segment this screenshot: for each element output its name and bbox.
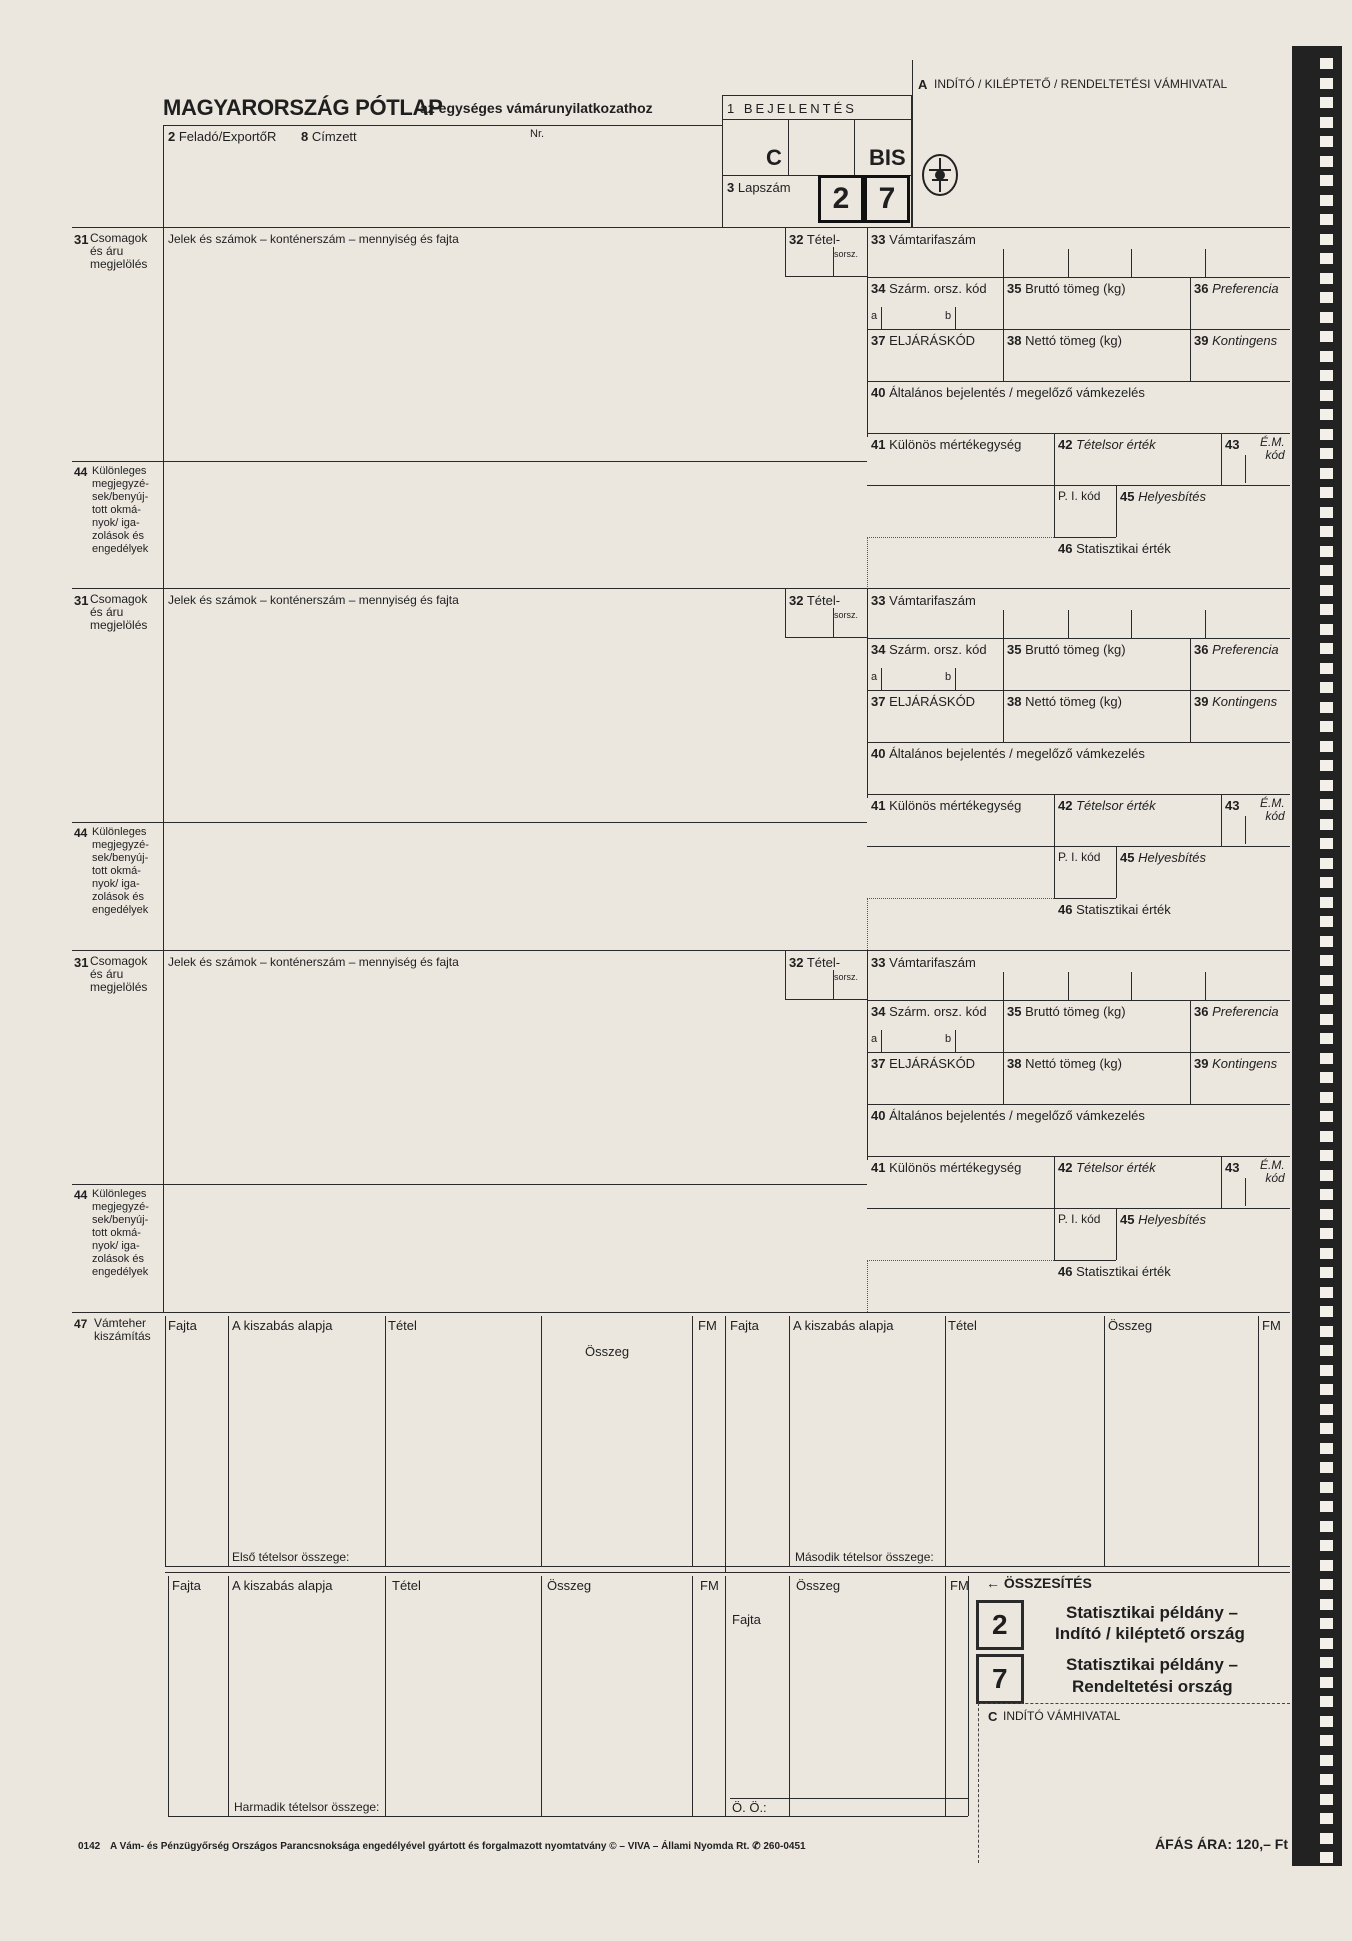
field-44-num-1: 44 <box>74 465 88 479</box>
copy-2-line1: Statisztikai példány – <box>1066 1603 1238 1622</box>
rule-line <box>72 822 867 823</box>
rule-line <box>1054 794 1055 846</box>
field-2-label: 2 Feladó/ExportőR <box>168 129 277 144</box>
rule-line <box>867 742 1290 743</box>
rule-line <box>867 1208 1054 1209</box>
rule-line <box>1068 972 1069 1000</box>
footer-code: 0142 <box>78 1841 101 1852</box>
field-39-label-3: 39 Kontingens <box>1194 1056 1278 1071</box>
rule-line <box>1245 816 1246 844</box>
rule-line <box>1116 846 1117 898</box>
field-46-label-1: 46 Statisztikai érték <box>1058 541 1171 556</box>
rule-line <box>165 1566 1290 1567</box>
field-34b-2: b <box>945 671 952 683</box>
rule-line <box>228 1316 229 1566</box>
rule-line <box>725 1576 726 1816</box>
col-alap-2: A kiszabás alapja <box>793 1318 894 1333</box>
field-31-label-2: Csomagok és áru megjelölés <box>90 592 148 632</box>
rule-line <box>854 119 855 175</box>
rule-line <box>1003 972 1004 1000</box>
rule-line <box>1068 249 1069 277</box>
rule-line <box>168 1816 968 1817</box>
rule-line <box>541 1316 542 1566</box>
field-42-label-2: 42 Tételsor érték <box>1058 798 1156 813</box>
rule-line <box>1205 972 1206 1000</box>
field-35-label-3: 35 Bruttó tömeg (kg) <box>1007 1004 1126 1019</box>
copy-a-letter: A <box>918 77 928 92</box>
rule-line <box>1131 610 1132 638</box>
field-43-label-2: É.M. kód <box>1260 796 1285 823</box>
field-45-label-2: 45 Helyesbítés <box>1120 850 1207 865</box>
rule-line <box>1116 485 1117 537</box>
rule-line <box>1054 433 1055 485</box>
field-44-label-3: Különleges megjegyzé- sek/benyúj- tott okmá- nyok/ iga- zolások és engedélyek <box>92 1188 149 1278</box>
field-37-label-2: 37 ELJÁRÁSKÓD <box>871 694 976 709</box>
rule-line <box>1054 485 1290 486</box>
field-31-desc-1: Jelek és számok – konténerszám – mennyiség és fajta <box>168 232 459 246</box>
rule-line <box>385 1576 386 1816</box>
field-36-label-2: 36 Preferencia <box>1194 642 1279 657</box>
rule-line <box>912 60 913 227</box>
rule-line <box>1054 846 1290 847</box>
field-44-label-2: Különleges megjegyzé- sek/benyúj- tott okmá- nyok/ iga- zolások és engedélyek <box>92 826 149 916</box>
rule-line <box>968 1576 969 1816</box>
rule-line <box>1104 1316 1105 1566</box>
pl-code-label-1: P. I. kód <box>1058 489 1101 503</box>
field-45-label-3: 45 Helyesbítés <box>1120 1212 1207 1227</box>
field-35-label-2: 35 Bruttó tömeg (kg) <box>1007 642 1126 657</box>
first-total-label: Első tételsor összege: <box>232 1550 350 1564</box>
rule-line <box>72 1184 867 1185</box>
copy-7-line2: Rendeltetési ország <box>1072 1677 1233 1696</box>
copy-c-text: INDÍTÓ VÁMHIVATAL <box>1003 1709 1121 1723</box>
pl-code-label-3: P. I. kód <box>1058 1212 1101 1226</box>
field-32-sub-1: sorsz. <box>834 249 859 259</box>
col-fm-4: FM <box>950 1578 969 1593</box>
rule-line <box>867 1104 1290 1105</box>
box1-label: 1 BEJELENTÉS <box>727 101 857 116</box>
rule-line <box>1054 1208 1290 1209</box>
field-32-label-1: 32 Tétel- <box>789 232 841 247</box>
field-39-label-1: 39 Kontingens <box>1194 333 1278 348</box>
footer-imprint: A Vám- és Pénzügyőrség Országos Parancsnoksága engedélyével gyártott és forgalmazott nyomtatvány © – VIVA – Állami Nyomda Rt. ✆ 260-0451 <box>110 1841 806 1852</box>
col-fm-2: FM <box>1262 1318 1281 1333</box>
field-46-label-3: 46 Statisztikai érték <box>1058 1264 1171 1279</box>
field-44-num-2: 44 <box>74 826 88 840</box>
field-38-label-3: 38 Nettó tömeg (kg) <box>1007 1056 1122 1071</box>
field-33-label-1: 33 Vámtarifaszám <box>871 232 976 247</box>
rule-line <box>789 1316 790 1566</box>
field-34b-3: b <box>945 1033 952 1045</box>
field-32-sub-3: sorsz. <box>834 972 859 982</box>
rule-line <box>867 227 868 437</box>
field-35-label-1: 35 Bruttó tömeg (kg) <box>1007 281 1126 296</box>
rule-line <box>867 433 1290 434</box>
nr-label: Nr. <box>530 128 545 140</box>
rule-line <box>722 119 912 120</box>
field-31-label-3: Csomagok és áru megjelölés <box>90 954 148 994</box>
rule-line <box>72 227 1290 228</box>
rule-line <box>72 588 1290 589</box>
field-46-label-2: 46 Statisztikai érték <box>1058 902 1171 917</box>
rule-line <box>867 537 868 589</box>
rule-line <box>725 1316 726 1572</box>
form-subtitle: az egységes vámárunyilatkozathoz <box>420 100 653 116</box>
rule-line <box>789 1576 790 1816</box>
field-32-label-2: 32 Tétel- <box>789 593 841 608</box>
rule-line <box>165 1572 1290 1573</box>
field-37-label-3: 37 ELJÁRÁSKÓD <box>871 1056 976 1071</box>
field-34a-1: a <box>871 310 878 322</box>
rule-line <box>72 1312 1290 1313</box>
copy-7-line1: Statisztikai példány – <box>1066 1655 1238 1674</box>
second-total-label: Második tételsor összege: <box>795 1550 934 1564</box>
rule-line <box>881 668 882 690</box>
rule-line <box>165 1316 166 1566</box>
rule-line <box>168 1576 169 1816</box>
col-fajta-4: Fajta <box>732 1612 761 1627</box>
col-fm-1: FM <box>698 1318 717 1333</box>
field-42-label-1: 42 Tételsor érték <box>1058 437 1156 452</box>
field-34a-2: a <box>871 671 878 683</box>
field-40-label-2: 40 Általános bejelentés / megelőző vámkezelés <box>871 746 1145 761</box>
field-3-label: 3 Lapszám <box>727 180 791 195</box>
rule-line <box>1054 1156 1055 1208</box>
rule-line <box>955 307 956 329</box>
col-tetel-2: Tétel <box>948 1318 977 1333</box>
copy-digit-2: 2 <box>818 175 864 223</box>
rule-line <box>1003 610 1004 638</box>
field-44-num-3: 44 <box>74 1188 88 1202</box>
col-tetel-1: Tétel <box>388 1318 417 1333</box>
rule-line <box>867 1260 868 1312</box>
col-tetel-3: Tétel <box>392 1578 421 1593</box>
field-43-label-1: É.M. kód <box>1260 435 1285 462</box>
rule-line <box>72 950 1290 951</box>
rule-line <box>1205 249 1206 277</box>
field-34b-1: b <box>945 310 952 322</box>
field-39-label-2: 39 Kontingens <box>1194 694 1278 709</box>
field-31-label-1: Csomagok és áru megjelölés <box>90 231 148 271</box>
rule-line <box>1054 485 1055 537</box>
third-total-label: Harmadik tételsor összege: <box>234 1800 380 1814</box>
rule-line <box>867 329 1290 330</box>
field-43-label-3: É.M. kód <box>1260 1158 1285 1185</box>
rule-line <box>385 1316 386 1566</box>
oo-label: Ö. Ö.: <box>732 1800 767 1815</box>
col-alap-1: A kiszabás alapja <box>232 1318 333 1333</box>
rule-line <box>1221 433 1222 485</box>
field-40-label-1: 40 Általános bejelentés / megelőző vámkezelés <box>871 385 1145 400</box>
box1-bis: BIS <box>869 145 906 170</box>
col-fajta-1: Fajta <box>168 1318 197 1333</box>
field-45-label-1: 45 Helyesbítés <box>1120 489 1207 504</box>
field-44-label-1: Különleges megjegyzé- sek/benyúj- tott okmá- nyok/ iga- zolások és engedélyek <box>92 465 149 555</box>
rule-line <box>867 898 1054 899</box>
field-41-label-2: 41 Különös mértékegység <box>871 798 1022 813</box>
copy-2-line2: Indító / kiléptető ország <box>1055 1624 1245 1643</box>
rule-line <box>788 119 789 175</box>
rule-line <box>955 1030 956 1052</box>
rule-line <box>1054 846 1055 898</box>
rule-line <box>867 950 868 1160</box>
field-31-num-3: 31 <box>74 955 89 970</box>
copy-c-letter: C <box>988 1709 998 1724</box>
rule-line <box>1221 1156 1222 1208</box>
rule-line <box>881 307 882 329</box>
field-34-label-3: 34 Szárm. orsz. kód <box>871 1004 987 1019</box>
rule-line <box>867 1260 1054 1261</box>
field-42-label-3: 42 Tételsor érték <box>1058 1160 1156 1175</box>
col-fajta-2: Fajta <box>730 1318 759 1333</box>
col-fm-3: FM <box>700 1578 719 1593</box>
rule-line <box>730 1798 968 1799</box>
summary-label: ← ÖSSZESÍTÉS <box>986 1575 1092 1591</box>
rule-line <box>945 1316 946 1566</box>
rule-line <box>1245 455 1246 483</box>
rule-line <box>867 898 868 950</box>
rule-line <box>228 1576 229 1816</box>
field-47-label: Vámteher kiszámítás <box>94 1316 151 1343</box>
copy-2-digit: 2 <box>992 1609 1008 1640</box>
rule-line <box>1068 610 1069 638</box>
field-43-num-2: 43 <box>1225 798 1240 813</box>
rule-line <box>1003 249 1004 277</box>
rule-line <box>163 125 164 227</box>
col-alap-3: A kiszabás alapja <box>232 1578 333 1593</box>
pl-code-label-2: P. I. kód <box>1058 850 1101 864</box>
field-36-label-3: 36 Preferencia <box>1194 1004 1279 1019</box>
rule-line <box>1054 898 1116 899</box>
col-osszeg-2: Összeg <box>1108 1318 1153 1333</box>
rule-line <box>1205 610 1206 638</box>
rule-line <box>163 822 164 950</box>
field-31-desc-2: Jelek és számok – konténerszám – mennyiség és fajta <box>168 593 459 607</box>
field-37-label-1: 37 ELJÁRÁSKÓD <box>871 333 976 348</box>
field-36-label-1: 36 Preferencia <box>1194 281 1279 296</box>
field-31-desc-3: Jelek és számok – konténerszám – mennyiség és fajta <box>168 955 459 969</box>
rule-line <box>867 690 1290 691</box>
rule-line <box>1054 537 1116 538</box>
rule-line <box>541 1576 542 1816</box>
rule-line <box>867 638 1290 639</box>
rule-line <box>978 1703 979 1863</box>
rule-line <box>867 1000 1290 1001</box>
rule-line <box>980 1703 1290 1704</box>
rule-line <box>163 461 164 589</box>
rule-line <box>692 1576 693 1816</box>
customs-emblem-icon <box>920 152 960 198</box>
rule-line <box>867 381 1290 382</box>
col-osszeg-3: Összeg <box>547 1578 592 1593</box>
rule-line <box>867 277 1290 278</box>
form-title: MAGYARORSZÁG PÓTLAP <box>163 95 443 120</box>
rule-line <box>867 1156 1290 1157</box>
field-43-num-1: 43 <box>1225 437 1240 452</box>
field-43-num-3: 43 <box>1225 1160 1240 1175</box>
rule-line <box>867 485 1054 486</box>
field-34a-3: a <box>871 1033 878 1045</box>
rule-line <box>955 668 956 690</box>
rule-line <box>867 588 868 798</box>
col-osszeg-4: Összeg <box>796 1578 841 1593</box>
rule-line <box>867 537 1054 538</box>
field-38-label-1: 38 Nettó tömeg (kg) <box>1007 333 1122 348</box>
footer-price: ÁFÁS ÁRA: 120,– Ft <box>1155 1836 1289 1852</box>
rule-line <box>1116 1208 1117 1260</box>
rule-line <box>692 1316 693 1566</box>
field-34-label-2: 34 Szárm. orsz. kód <box>871 642 987 657</box>
field-33-label-3: 33 Vámtarifaszám <box>871 955 976 970</box>
field-38-label-2: 38 Nettó tömeg (kg) <box>1007 694 1122 709</box>
rule-line <box>945 1576 946 1816</box>
field-34-label-1: 34 Szárm. orsz. kód <box>871 281 987 296</box>
rule-line <box>1054 1260 1116 1261</box>
rule-line <box>72 461 867 462</box>
rule-line <box>1245 1178 1246 1206</box>
rule-line <box>881 1030 882 1052</box>
rule-line <box>1221 794 1222 846</box>
field-32-label-3: 32 Tétel- <box>789 955 841 970</box>
field-41-label-3: 41 Különös mértékegység <box>871 1160 1022 1175</box>
rule-line <box>1054 1208 1055 1260</box>
rule-line <box>163 1184 164 1312</box>
box1-c: C <box>766 145 782 170</box>
copy-a-text: INDÍTÓ / KILÉPTETŐ / RENDELTETÉSI VÁMHIVATAL <box>934 77 1228 91</box>
field-31-num-1: 31 <box>74 232 89 247</box>
field-41-label-1: 41 Különös mértékegység <box>871 437 1022 452</box>
field-33-label-2: 33 Vámtarifaszám <box>871 593 976 608</box>
rule-line <box>867 1052 1290 1053</box>
rule-line <box>867 846 1054 847</box>
copy-7-digit: 7 <box>992 1663 1008 1694</box>
field-40-label-3: 40 Általános bejelentés / megelőző vámkezelés <box>871 1108 1145 1123</box>
col-osszeg-1: Összeg <box>585 1344 630 1359</box>
rule-line <box>867 794 1290 795</box>
rule-line <box>1258 1316 1259 1566</box>
field-47-num: 47 <box>74 1317 88 1331</box>
rule-line <box>1131 972 1132 1000</box>
field-32-sub-2: sorsz. <box>834 610 859 620</box>
field-8-label: 8 Címzett <box>301 129 357 144</box>
col-fajta-3: Fajta <box>172 1578 201 1593</box>
rule-line <box>1131 249 1132 277</box>
copy-digit-7: 7 <box>864 175 910 223</box>
perforation-strip <box>1292 46 1342 1866</box>
field-31-num-2: 31 <box>74 593 89 608</box>
rule-line <box>163 125 723 126</box>
